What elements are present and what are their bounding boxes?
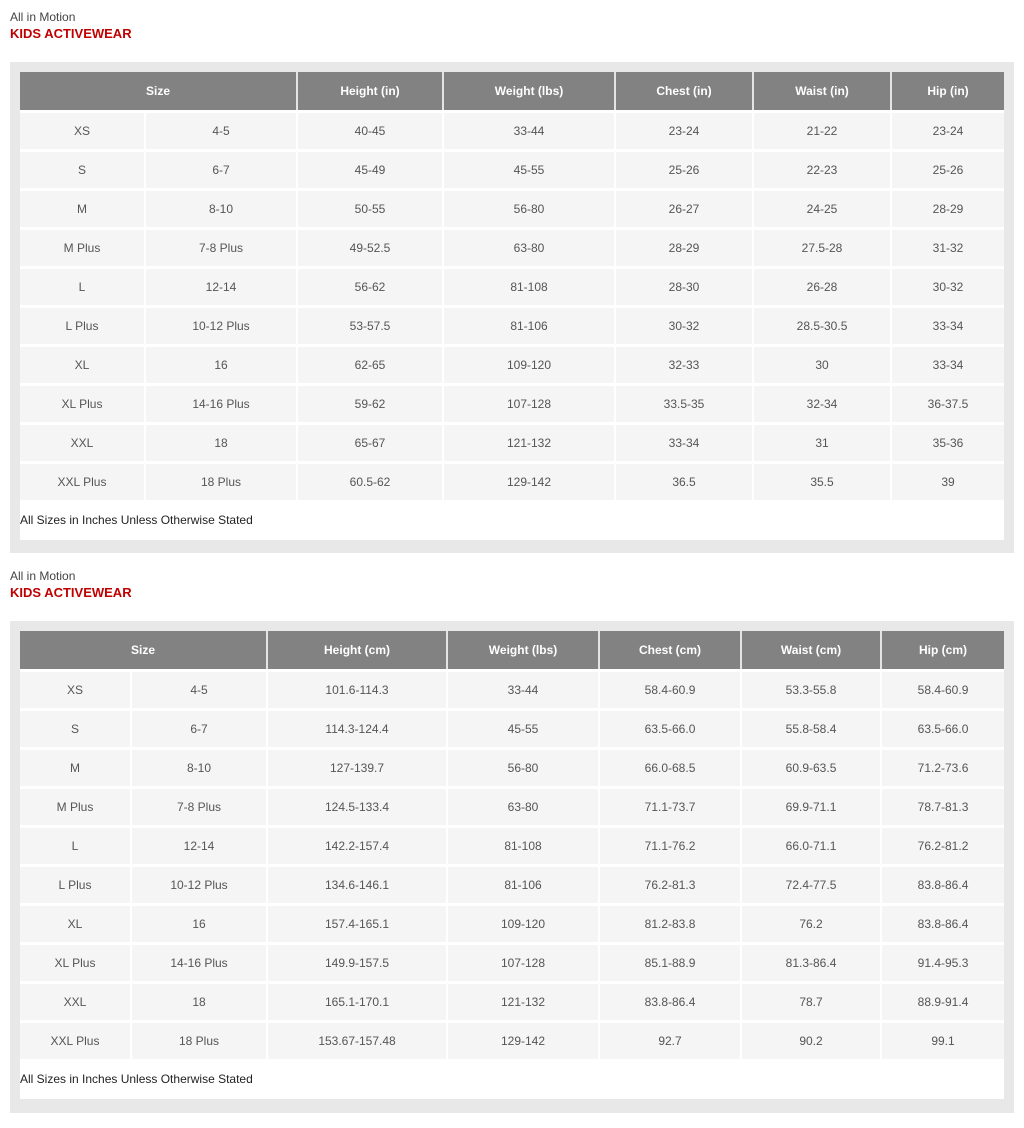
table-row — [20, 227, 1004, 266]
waist-cell: 22-23 — [754, 149, 892, 188]
weight-cell: 63-80 — [444, 227, 616, 266]
hip-cell: 39 — [892, 461, 1004, 500]
weight-cell: 56-80 — [444, 188, 616, 227]
weight-cell: 33-44 — [444, 110, 616, 149]
table-row — [20, 344, 1004, 383]
height-cell: 53-57.5 — [298, 305, 444, 344]
units-note: All Sizes in Inches Unless Otherwise Stated — [20, 513, 253, 527]
height-cell: 40-45 — [298, 110, 444, 149]
chest-cell: 30-32 — [616, 305, 754, 344]
size-cell: XXL — [20, 981, 132, 1020]
age-cell: 14-16 Plus — [132, 942, 268, 981]
chest-cell: 71.1-76.2 — [600, 825, 742, 864]
weight-cell: 121-132 — [444, 422, 616, 461]
table-row — [20, 266, 1004, 305]
col-header-chest: Chest (cm) — [600, 631, 742, 669]
col-header-height: Height (cm) — [268, 631, 448, 669]
hip-cell: 28-29 — [892, 188, 1004, 227]
table-row — [20, 669, 1004, 708]
col-header-weight: Weight (lbs) — [448, 631, 600, 669]
chest-cell: 85.1-88.9 — [600, 942, 742, 981]
weight-cell: 129-142 — [444, 461, 616, 500]
size-cell: XXL — [20, 422, 146, 461]
height-cell: 157.4-165.1 — [268, 903, 448, 942]
age-cell: 6-7 — [146, 149, 298, 188]
age-cell: 7-8 Plus — [132, 786, 268, 825]
table-row — [20, 149, 1004, 188]
size-chart-card — [20, 631, 1004, 1099]
weight-cell: 129-142 — [448, 1020, 600, 1059]
hip-cell: 58.4-60.9 — [882, 669, 1004, 708]
weight-cell: 109-120 — [448, 903, 600, 942]
chest-cell: 58.4-60.9 — [600, 669, 742, 708]
table-row — [20, 708, 1004, 747]
size-chart-table-inches — [20, 72, 1004, 500]
waist-cell: 24-25 — [754, 188, 892, 227]
height-cell: 149.9-157.5 — [268, 942, 448, 981]
col-header-size: Size — [20, 631, 268, 669]
chest-cell: 66.0-68.5 — [600, 747, 742, 786]
table-row — [20, 461, 1004, 500]
hip-cell: 71.2-73.6 — [882, 747, 1004, 786]
table-row — [20, 305, 1004, 344]
table-row — [20, 747, 1004, 786]
table-row — [20, 864, 1004, 903]
age-cell: 4-5 — [132, 669, 268, 708]
table-row — [20, 422, 1004, 461]
size-chart-table-cm — [20, 631, 1004, 1059]
waist-cell: 30 — [754, 344, 892, 383]
table-row — [20, 825, 1004, 864]
chest-cell: 63.5-66.0 — [600, 708, 742, 747]
waist-cell: 35.5 — [754, 461, 892, 500]
table-body — [20, 110, 1004, 500]
chest-cell: 81.2-83.8 — [600, 903, 742, 942]
hip-cell: 99.1 — [882, 1020, 1004, 1059]
col-header-waist: Waist (cm) — [742, 631, 882, 669]
section-subtitle: KIDS ACTIVEWEAR — [10, 585, 132, 600]
waist-cell: 21-22 — [754, 110, 892, 149]
hip-cell: 78.7-81.3 — [882, 786, 1004, 825]
weight-cell: 81-106 — [444, 305, 616, 344]
size-cell: M — [20, 747, 132, 786]
weight-cell: 45-55 — [444, 149, 616, 188]
height-cell: 127-139.7 — [268, 747, 448, 786]
size-cell: M Plus — [20, 786, 132, 825]
age-cell: 8-10 — [146, 188, 298, 227]
col-header-chest: Chest (in) — [616, 72, 754, 110]
age-cell: 8-10 — [132, 747, 268, 786]
weight-cell: 56-80 — [448, 747, 600, 786]
weight-cell: 109-120 — [444, 344, 616, 383]
hip-cell: 91.4-95.3 — [882, 942, 1004, 981]
age-cell: 18 — [132, 981, 268, 1020]
waist-cell: 72.4-77.5 — [742, 864, 882, 903]
size-cell: S — [20, 149, 146, 188]
chest-cell: 33.5-35 — [616, 383, 754, 422]
col-header-weight: Weight (lbs) — [444, 72, 616, 110]
size-cell: XS — [20, 669, 132, 708]
hip-cell: 30-32 — [892, 266, 1004, 305]
size-cell: L — [20, 266, 146, 305]
waist-cell: 60.9-63.5 — [742, 747, 882, 786]
chest-cell: 71.1-73.7 — [600, 786, 742, 825]
hip-cell: 33-34 — [892, 305, 1004, 344]
size-cell: S — [20, 708, 132, 747]
table-row — [20, 1020, 1004, 1059]
weight-cell: 107-128 — [448, 942, 600, 981]
hip-cell: 25-26 — [892, 149, 1004, 188]
chest-cell: 92.7 — [600, 1020, 742, 1059]
col-header-hip: Hip (cm) — [882, 631, 1004, 669]
height-cell: 62-65 — [298, 344, 444, 383]
height-cell: 101.6-114.3 — [268, 669, 448, 708]
col-header-hip: Hip (in) — [892, 72, 1004, 110]
height-cell: 65-67 — [298, 422, 444, 461]
age-cell: 18 Plus — [132, 1020, 268, 1059]
hip-cell: 76.2-81.2 — [882, 825, 1004, 864]
waist-cell: 81.3-86.4 — [742, 942, 882, 981]
hip-cell: 31-32 — [892, 227, 1004, 266]
age-cell: 18 — [146, 422, 298, 461]
age-cell: 10-12 Plus — [132, 864, 268, 903]
waist-cell: 90.2 — [742, 1020, 882, 1059]
height-cell: 49-52.5 — [298, 227, 444, 266]
size-cell: XL Plus — [20, 942, 132, 981]
height-cell: 45-49 — [298, 149, 444, 188]
table-row — [20, 383, 1004, 422]
height-cell: 134.6-146.1 — [268, 864, 448, 903]
waist-cell: 28.5-30.5 — [754, 305, 892, 344]
hip-cell: 63.5-66.0 — [882, 708, 1004, 747]
chest-cell: 26-27 — [616, 188, 754, 227]
chest-cell: 23-24 — [616, 110, 754, 149]
size-cell: L Plus — [20, 864, 132, 903]
table-row — [20, 110, 1004, 149]
waist-cell: 66.0-71.1 — [742, 825, 882, 864]
hip-cell: 23-24 — [892, 110, 1004, 149]
size-cell: M Plus — [20, 227, 146, 266]
age-cell: 16 — [146, 344, 298, 383]
chest-cell: 32-33 — [616, 344, 754, 383]
height-cell: 142.2-157.4 — [268, 825, 448, 864]
size-cell: XL — [20, 344, 146, 383]
table-header-row — [20, 631, 1004, 669]
table-row — [20, 903, 1004, 942]
size-cell: XL Plus — [20, 383, 146, 422]
weight-cell: 107-128 — [444, 383, 616, 422]
weight-cell: 81-108 — [448, 825, 600, 864]
waist-cell: 27.5-28 — [754, 227, 892, 266]
height-cell: 153.67-157.48 — [268, 1020, 448, 1059]
height-cell: 59-62 — [298, 383, 444, 422]
size-chart-card — [20, 72, 1004, 540]
table-row — [20, 188, 1004, 227]
size-cell: XS — [20, 110, 146, 149]
age-cell: 16 — [132, 903, 268, 942]
weight-cell: 81-108 — [444, 266, 616, 305]
height-cell: 56-62 — [298, 266, 444, 305]
table-body — [20, 669, 1004, 1059]
waist-cell: 69.9-71.1 — [742, 786, 882, 825]
section-subtitle: KIDS ACTIVEWEAR — [10, 26, 132, 41]
size-chart-panel-inches — [10, 62, 1014, 553]
age-cell: 4-5 — [146, 110, 298, 149]
table-row — [20, 786, 1004, 825]
hip-cell: 33-34 — [892, 344, 1004, 383]
height-cell: 50-55 — [298, 188, 444, 227]
weight-cell: 45-55 — [448, 708, 600, 747]
weight-cell: 121-132 — [448, 981, 600, 1020]
hip-cell: 88.9-91.4 — [882, 981, 1004, 1020]
height-cell: 60.5-62 — [298, 461, 444, 500]
age-cell: 10-12 Plus — [146, 305, 298, 344]
waist-cell: 78.7 — [742, 981, 882, 1020]
waist-cell: 32-34 — [754, 383, 892, 422]
chest-cell: 76.2-81.3 — [600, 864, 742, 903]
waist-cell: 26-28 — [754, 266, 892, 305]
height-cell: 124.5-133.4 — [268, 786, 448, 825]
waist-cell: 31 — [754, 422, 892, 461]
col-header-waist: Waist (in) — [754, 72, 892, 110]
size-chart-panel-cm — [10, 621, 1014, 1113]
age-cell: 18 Plus — [146, 461, 298, 500]
size-cell: M — [20, 188, 146, 227]
age-cell: 14-16 Plus — [146, 383, 298, 422]
size-cell: XL — [20, 903, 132, 942]
hip-cell: 83.8-86.4 — [882, 864, 1004, 903]
chest-cell: 28-30 — [616, 266, 754, 305]
weight-cell: 63-80 — [448, 786, 600, 825]
size-cell: L — [20, 825, 132, 864]
chest-cell: 83.8-86.4 — [600, 981, 742, 1020]
waist-cell: 76.2 — [742, 903, 882, 942]
chest-cell: 36.5 — [616, 461, 754, 500]
hip-cell: 36-37.5 — [892, 383, 1004, 422]
brand-name: All in Motion — [10, 10, 76, 24]
size-cell: L Plus — [20, 305, 146, 344]
height-cell: 165.1-170.1 — [268, 981, 448, 1020]
waist-cell: 55.8-58.4 — [742, 708, 882, 747]
age-cell: 6-7 — [132, 708, 268, 747]
waist-cell: 53.3-55.8 — [742, 669, 882, 708]
size-cell: XXL Plus — [20, 461, 146, 500]
table-header-row — [20, 72, 1004, 110]
chest-cell: 33-34 — [616, 422, 754, 461]
chest-cell: 28-29 — [616, 227, 754, 266]
hip-cell: 83.8-86.4 — [882, 903, 1004, 942]
table-row — [20, 981, 1004, 1020]
weight-cell: 33-44 — [448, 669, 600, 708]
height-cell: 114.3-124.4 — [268, 708, 448, 747]
col-header-height: Height (in) — [298, 72, 444, 110]
brand-name: All in Motion — [10, 569, 76, 583]
weight-cell: 81-106 — [448, 864, 600, 903]
age-cell: 7-8 Plus — [146, 227, 298, 266]
age-cell: 12-14 — [146, 266, 298, 305]
hip-cell: 35-36 — [892, 422, 1004, 461]
size-cell: XXL Plus — [20, 1020, 132, 1059]
table-row — [20, 942, 1004, 981]
col-header-size: Size — [20, 72, 298, 110]
age-cell: 12-14 — [132, 825, 268, 864]
chest-cell: 25-26 — [616, 149, 754, 188]
units-note: All Sizes in Inches Unless Otherwise Stated — [20, 1072, 253, 1086]
